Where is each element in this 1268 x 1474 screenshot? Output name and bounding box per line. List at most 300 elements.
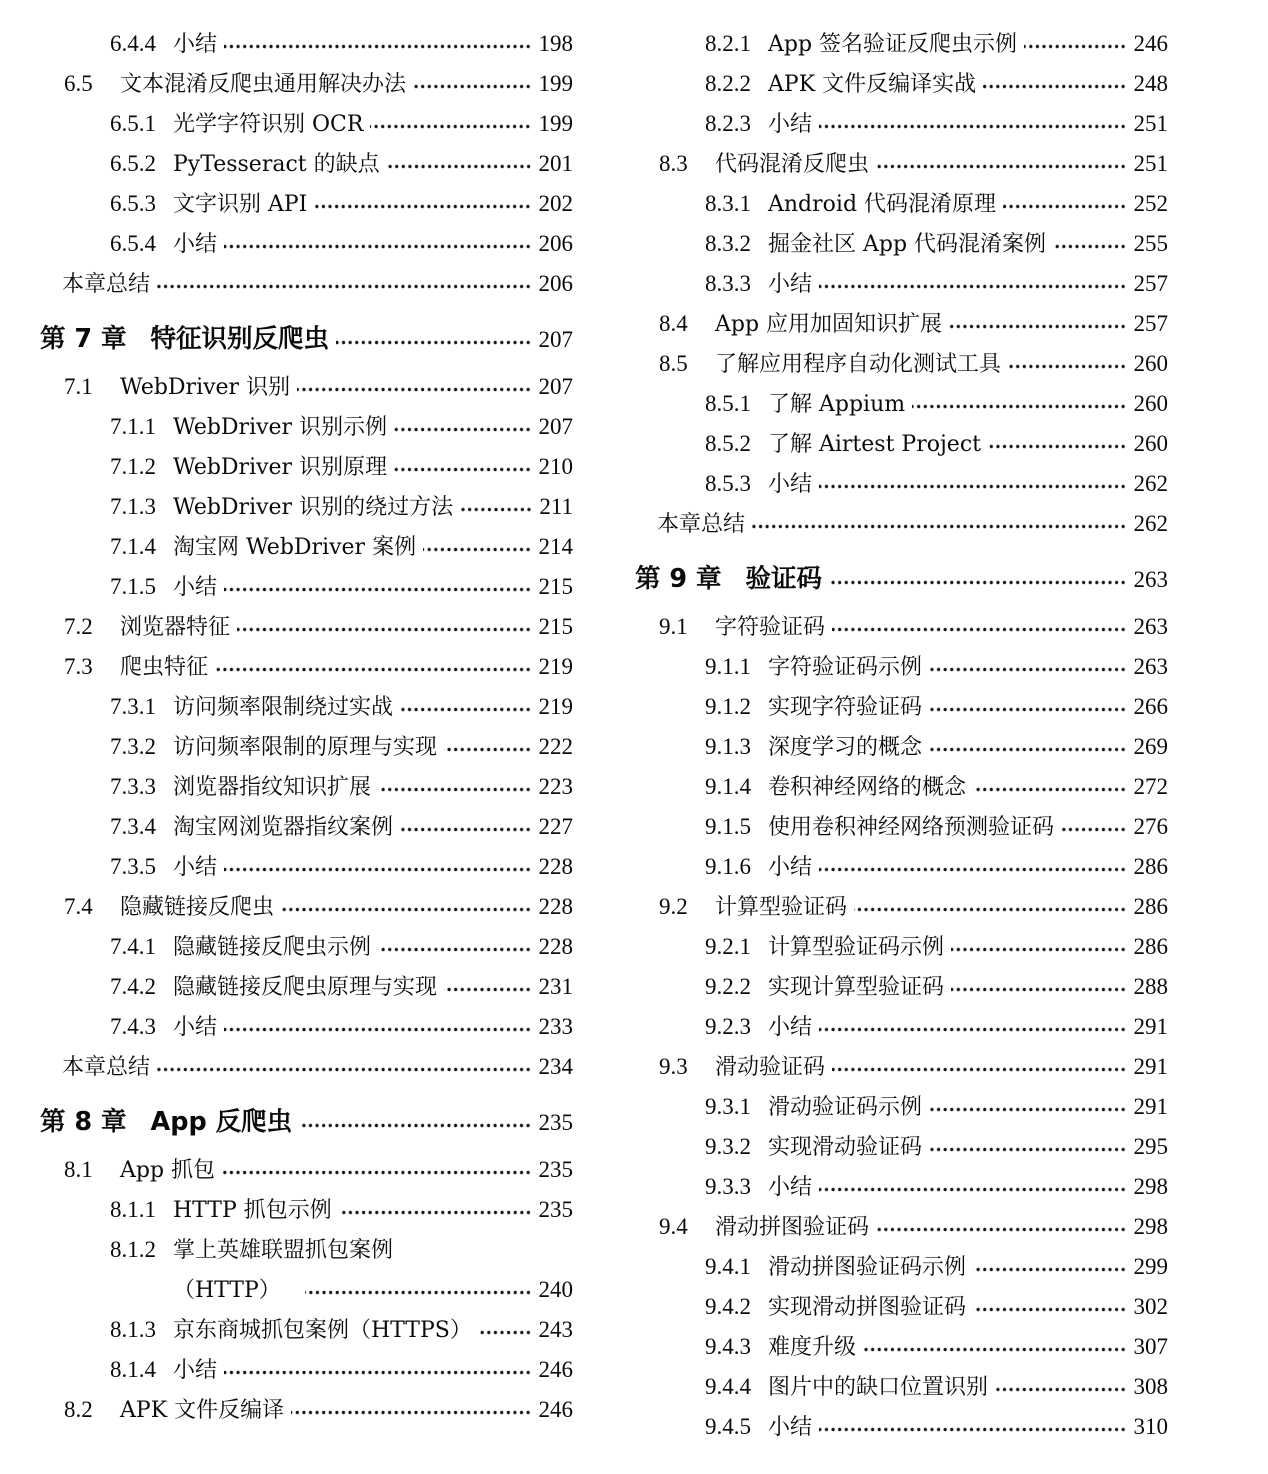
toc-entry (635, 1167, 1168, 1207)
dot-leader (752, 504, 1126, 544)
page-number: 223 (538, 774, 573, 799)
page-number: 298 (1133, 1214, 1168, 1239)
dot-leader (1061, 807, 1126, 847)
dot-leader (876, 144, 1126, 184)
dot-leader (157, 264, 531, 304)
entry-number: 9.2.3 (705, 1014, 751, 1039)
entry-title: 了解应用程序自动化测试工具 (715, 352, 1002, 377)
entry-title: App 抓包 (120, 1158, 216, 1183)
entry-number: 8.2.1 (705, 31, 751, 56)
dot-leader (973, 767, 1126, 807)
entry-title: 小结 (173, 575, 218, 600)
dot-leader (224, 24, 531, 64)
dot-leader (854, 887, 1126, 927)
entry-number: 7.4.2 (110, 974, 156, 999)
entry-title: APK 文件反编译 (120, 1398, 285, 1423)
dot-leader (832, 607, 1126, 647)
toc-entry (40, 1310, 573, 1350)
entry-title: 小结 (173, 32, 218, 57)
entry-title: 浏览器特征 (120, 615, 231, 640)
entry-number: 9.3 (659, 1054, 688, 1079)
entry-number: 8.5.2 (705, 431, 751, 456)
entry-number: 8.3.2 (705, 231, 751, 256)
toc-entry (40, 527, 573, 567)
dot-leader (157, 1047, 531, 1087)
toc-entry (635, 304, 1168, 344)
entry-number: 7.1.1 (110, 414, 156, 439)
entry-title: 隐藏链接反爬虫 (120, 895, 275, 920)
dot-leader (336, 316, 531, 362)
dot-leader (224, 1350, 531, 1390)
entry-title: 小结 (173, 1015, 218, 1040)
page-number: 235 (538, 1157, 573, 1182)
dot-leader (829, 556, 1126, 602)
page-number: 235 (538, 1110, 573, 1135)
dot-leader (394, 447, 531, 487)
entry-number: 9.4.1 (705, 1254, 751, 1279)
entry-number: 8.5.1 (705, 391, 751, 416)
entry-number: 8.5.3 (705, 471, 751, 496)
dot-leader (951, 967, 1126, 1007)
entry-title: 访问频率限制的原理与实现 (173, 735, 438, 760)
entry-number: 6.5 (64, 71, 93, 96)
entry-number: 9.4.5 (705, 1414, 751, 1439)
entry-title: 小结 (768, 855, 813, 880)
page-number: 219 (538, 654, 573, 679)
entry-title: 字符验证码 (715, 615, 826, 640)
entry-title: 本章总结 (657, 512, 746, 537)
entry-number: 7.3 (64, 654, 93, 679)
page-number: 302 (1133, 1294, 1168, 1319)
entry-number: 7.2 (64, 614, 93, 639)
toc-entry (635, 887, 1168, 927)
dot-leader (222, 1150, 531, 1190)
page-number: 231 (538, 974, 573, 999)
entry-title: 实现计算型验证码 (768, 975, 945, 1000)
toc-entry (40, 767, 573, 807)
toc-entry (40, 487, 573, 527)
toc-entry (635, 807, 1168, 847)
entry-title: 小结 (173, 1358, 218, 1383)
toc-entry (40, 1350, 573, 1390)
page-number: 251 (1133, 111, 1168, 136)
dot-leader (339, 1190, 532, 1230)
entry-title: 文字识别 API (173, 192, 308, 217)
dot-leader (929, 1127, 1126, 1167)
dot-leader (1024, 24, 1126, 64)
toc-entry (635, 464, 1168, 504)
entry-number: 8.3.1 (705, 191, 751, 216)
entry-number: 7.3.4 (110, 814, 156, 839)
page-number: 260 (1133, 431, 1168, 456)
page-number: 206 (538, 271, 573, 296)
page-number: 228 (538, 934, 573, 959)
page-number: 252 (1133, 191, 1168, 216)
entry-title: App 应用加固知识扩展 (715, 312, 943, 337)
page-number: 263 (1133, 567, 1168, 592)
entry-title: PyTesseract 的缺点 (173, 152, 380, 177)
toc-entry (40, 727, 573, 767)
dot-leader (929, 687, 1126, 727)
toc-entry (635, 927, 1168, 967)
entry-title: WebDriver 识别原理 (173, 455, 388, 480)
entry-title: WebDriver 识别 (120, 375, 291, 400)
dot-leader (314, 184, 531, 224)
page-number: 240 (538, 1277, 573, 1302)
dot-leader (929, 647, 1126, 687)
page-number: 263 (1133, 614, 1168, 639)
toc-entry (635, 144, 1168, 184)
entry-number: 8.2.3 (705, 111, 751, 136)
entry-number: 8.2.2 (705, 71, 751, 96)
dot-leader (876, 1207, 1126, 1247)
dot-leader (460, 487, 532, 527)
entry-title: 爬虫特征 (120, 655, 209, 680)
page-number: 286 (1133, 934, 1168, 959)
entry-title: 文本混淆反爬虫通用解决办法 (120, 72, 407, 97)
dot-leader (224, 224, 531, 264)
dot-leader (237, 607, 531, 647)
entry-number: 9.1.4 (705, 774, 751, 799)
entry-number: 8.1.1 (110, 1197, 156, 1222)
toc-entry (635, 847, 1168, 887)
entry-title: 本章总结 (62, 272, 151, 297)
toc-entry (40, 1047, 573, 1087)
entry-title: 小结 (768, 112, 813, 137)
page-number: 235 (538, 1197, 573, 1222)
page-number: 199 (538, 71, 573, 96)
page-number: 291 (1133, 1054, 1168, 1079)
entry-number: 7.1.5 (110, 574, 156, 599)
toc-entry (40, 687, 573, 727)
page-number: 202 (538, 191, 573, 216)
toc-entry (635, 1367, 1168, 1407)
entry-number: 6.5.3 (110, 191, 156, 216)
page-number: 234 (538, 1054, 573, 1079)
entry-title: 计算型验证码示例 (768, 935, 945, 960)
entry-number: 6.5.4 (110, 231, 156, 256)
page-number: 198 (538, 31, 573, 56)
entry-title: 小结 (768, 1415, 813, 1440)
entry-title: 滑动拼图验证码 (715, 1215, 870, 1240)
entry-title: 计算型验证码 (715, 895, 848, 920)
page-number: 262 (1133, 471, 1168, 496)
toc-entry (635, 727, 1168, 767)
entry-title: 滑动拼图验证码示例 (768, 1255, 967, 1280)
entry-title: 隐藏链接反爬虫示例 (173, 935, 372, 960)
page-number: 255 (1133, 231, 1168, 256)
entry-title: 淘宝网浏览器指纹案例 (173, 815, 394, 840)
toc-entry (40, 64, 573, 104)
toc-entry (40, 407, 573, 447)
toc-entry (40, 1230, 573, 1270)
page-number: 215 (538, 614, 573, 639)
entry-title: 实现字符验证码 (768, 695, 923, 720)
toc-entry (40, 367, 573, 407)
entry-number: 7.4.3 (110, 1014, 156, 1039)
entry-number: 9.4.4 (705, 1374, 751, 1399)
dot-leader (479, 1310, 532, 1350)
toc-entry (635, 967, 1168, 1007)
dot-leader (394, 407, 531, 447)
entry-title: 浏览器指纹知识扩展 (173, 775, 372, 800)
page-number: 260 (1133, 351, 1168, 376)
entry-number: 第 7 章 (40, 324, 127, 354)
toc-entry (635, 1407, 1168, 1447)
page-number: 199 (538, 111, 573, 136)
dot-leader (929, 727, 1126, 767)
entry-number: 8.3 (659, 151, 688, 176)
toc-entry (635, 1127, 1168, 1167)
toc-entry (40, 967, 573, 1007)
entry-number: 6.4.4 (110, 31, 156, 56)
entry-number: 8.1.3 (110, 1317, 156, 1342)
toc-chapter-entry (40, 1099, 573, 1145)
dot-leader (1008, 344, 1126, 384)
entry-title: （HTTP） (173, 1278, 281, 1303)
entry-title: App 签名验证反爬虫示例 (768, 32, 1018, 57)
entry-title: 特征识别反爬虫 (150, 324, 330, 354)
dot-leader (819, 847, 1126, 887)
toc-entry (635, 504, 1168, 544)
entry-title: App 反爬虫 (150, 1107, 293, 1137)
entry-title: 小结 (173, 855, 218, 880)
page-number: 266 (1133, 694, 1168, 719)
entry-title: 滑动验证码示例 (768, 1095, 923, 1120)
dot-leader (224, 1007, 531, 1047)
toc-column-right (635, 24, 1168, 1447)
entry-number: 9.3.1 (705, 1094, 751, 1119)
page-number: 272 (1133, 774, 1168, 799)
entry-number: 8.2 (64, 1397, 93, 1422)
entry-title: 访问频率限制绕过实战 (173, 695, 394, 720)
page-number: 288 (1133, 974, 1168, 999)
entry-number: 7.1 (64, 374, 93, 399)
toc-entry (40, 567, 573, 607)
dot-leader (387, 144, 532, 184)
entry-title: HTTP 抓包示例 (173, 1198, 332, 1223)
toc-entry (635, 1327, 1168, 1367)
dot-leader (973, 1247, 1126, 1287)
entry-number: 7.3.3 (110, 774, 156, 799)
entry-title: 本章总结 (62, 1055, 151, 1080)
entry-number: 9.1.6 (705, 854, 751, 879)
page-number: 299 (1133, 1254, 1168, 1279)
dot-leader (299, 1099, 531, 1145)
toc-entry (40, 607, 573, 647)
entry-title: Android 代码混淆原理 (768, 192, 997, 217)
dot-leader (832, 1047, 1126, 1087)
dot-leader (444, 967, 531, 1007)
entry-number: 8.1 (64, 1157, 93, 1182)
entry-number: 7.1.3 (110, 494, 156, 519)
toc-column-left (40, 24, 573, 1447)
dot-leader (983, 64, 1126, 104)
entry-number: 7.1.2 (110, 454, 156, 479)
entry-title: 小结 (173, 232, 218, 257)
entry-title: 掌上英雄联盟抓包案例 (173, 1238, 394, 1263)
page-number: 257 (1133, 311, 1168, 336)
dot-leader (305, 1270, 532, 1310)
dot-leader (819, 264, 1126, 304)
entry-title: 实现滑动验证码 (768, 1135, 923, 1160)
entry-number: 9.1.3 (705, 734, 751, 759)
toc-entry (40, 1150, 573, 1190)
toc-entry (40, 1190, 573, 1230)
dot-leader (378, 927, 531, 967)
entry-number: 9.2.1 (705, 934, 751, 959)
dot-leader (378, 767, 531, 807)
page-number: 243 (538, 1317, 573, 1342)
dot-leader (444, 727, 531, 767)
dot-leader (1003, 184, 1126, 224)
page-number: 227 (538, 814, 573, 839)
dot-leader (951, 927, 1126, 967)
page-number: 246 (538, 1357, 573, 1382)
dot-leader (1053, 224, 1126, 264)
page-number: 206 (538, 231, 573, 256)
entry-number: 7.4.1 (110, 934, 156, 959)
entry-title: 代码混淆反爬虫 (715, 152, 870, 177)
entry-number: 第 9 章 (635, 564, 722, 594)
entry-number: 9.2 (659, 894, 688, 919)
entry-title: 图片中的缺口位置识别 (768, 1375, 989, 1400)
toc-entry (635, 1287, 1168, 1327)
entry-number: 9.2.2 (705, 974, 751, 999)
dot-leader (929, 1087, 1126, 1127)
dot-leader (973, 1287, 1126, 1327)
toc-entry (40, 144, 573, 184)
toc-entry (635, 424, 1168, 464)
dot-leader (400, 687, 531, 727)
toc-entry (635, 64, 1168, 104)
page-number: 214 (538, 534, 573, 559)
page-number: 295 (1133, 1134, 1168, 1159)
dot-leader (819, 464, 1126, 504)
toc-entry (40, 1007, 573, 1047)
toc-entry (635, 344, 1168, 384)
toc-entry (40, 1390, 573, 1430)
page-number: 207 (538, 327, 573, 352)
entry-title: 实现滑动拼图验证码 (768, 1295, 967, 1320)
entry-number: 7.3.1 (110, 694, 156, 719)
entry-number: 8.3.3 (705, 271, 751, 296)
entry-number: 9.4 (659, 1214, 688, 1239)
toc-entry (635, 384, 1168, 424)
page-number: 246 (538, 1397, 573, 1422)
page-number: 222 (538, 734, 573, 759)
toc-entry (40, 264, 573, 304)
toc-entry (635, 647, 1168, 687)
toc-entry (40, 447, 573, 487)
page-number: 310 (1133, 1414, 1168, 1439)
dot-leader (995, 1367, 1126, 1407)
toc-entry (635, 1247, 1168, 1287)
dot-leader (413, 64, 531, 104)
toc-entry (635, 184, 1168, 224)
page-number: 291 (1133, 1094, 1168, 1119)
toc-entry (635, 1087, 1168, 1127)
entry-title: 验证码 (745, 564, 823, 594)
page-number: 291 (1133, 1014, 1168, 1039)
page-number: 228 (538, 854, 573, 879)
entry-title: WebDriver 识别的绕过方法 (173, 495, 454, 520)
page-number: 308 (1133, 1374, 1168, 1399)
entry-title: 了解 Appium (768, 392, 906, 417)
dot-leader (912, 384, 1126, 424)
dot-leader (291, 1390, 531, 1430)
dot-leader (215, 647, 531, 687)
dot-leader (819, 1167, 1126, 1207)
dot-leader (819, 104, 1126, 144)
toc-entry (40, 104, 573, 144)
toc-entry (635, 1007, 1168, 1047)
entry-number: 9.1.5 (705, 814, 751, 839)
entry-number: 第 8 章 (40, 1107, 127, 1137)
entry-title: 光学字符识别 OCR (173, 112, 364, 137)
entry-title: 深度学习的概念 (768, 735, 923, 760)
entry-title: 字符验证码示例 (768, 655, 923, 680)
page-number: 263 (1133, 654, 1168, 679)
toc-entry (40, 847, 573, 887)
entry-number: 8.4 (659, 311, 688, 336)
page-number: 219 (538, 694, 573, 719)
page-number: 286 (1133, 854, 1168, 879)
toc-entry (635, 24, 1168, 64)
entry-number: 7.4 (64, 894, 93, 919)
entry-title: 小结 (768, 472, 813, 497)
page-number: 211 (539, 494, 573, 519)
entry-title: WebDriver 识别示例 (173, 415, 388, 440)
toc-entry (40, 24, 573, 64)
page-number: 286 (1133, 894, 1168, 919)
toc-entry (40, 1270, 573, 1310)
entry-title: 滑动验证码 (715, 1055, 826, 1080)
entry-number: 6.5.1 (110, 111, 156, 136)
entry-title: 小结 (768, 272, 813, 297)
entry-title: 京东商城抓包案例（HTTPS） (173, 1318, 472, 1343)
toc-entry (40, 807, 573, 847)
entry-number: 6.5.2 (110, 151, 156, 176)
entry-number: 7.1.4 (110, 534, 156, 559)
dot-leader (819, 1007, 1126, 1047)
entry-number: 9.1 (659, 614, 688, 639)
page-number: 201 (538, 151, 573, 176)
entry-number: 8.1.4 (110, 1357, 156, 1382)
entry-number: 9.1.1 (705, 654, 751, 679)
dot-leader (297, 367, 531, 407)
page-number: 233 (538, 1014, 573, 1039)
toc-chapter-entry (40, 316, 573, 362)
page-number: 260 (1133, 391, 1168, 416)
entry-number: 9.3.2 (705, 1134, 751, 1159)
page-number: 210 (538, 454, 573, 479)
entry-number: 7.3.5 (110, 854, 156, 879)
dot-leader (423, 527, 531, 567)
dot-leader (281, 887, 531, 927)
entry-number: 8.5 (659, 351, 688, 376)
page-number: 262 (1133, 511, 1168, 536)
page-number: 207 (538, 374, 573, 399)
entry-title: 卷积神经网络的概念 (768, 775, 967, 800)
toc-entry (40, 184, 573, 224)
toc-entry (635, 767, 1168, 807)
page-number: 215 (538, 574, 573, 599)
entry-number: 8.1.2 (110, 1237, 156, 1262)
toc-entry (40, 647, 573, 687)
dot-leader (819, 1407, 1126, 1447)
page-number: 251 (1133, 151, 1168, 176)
